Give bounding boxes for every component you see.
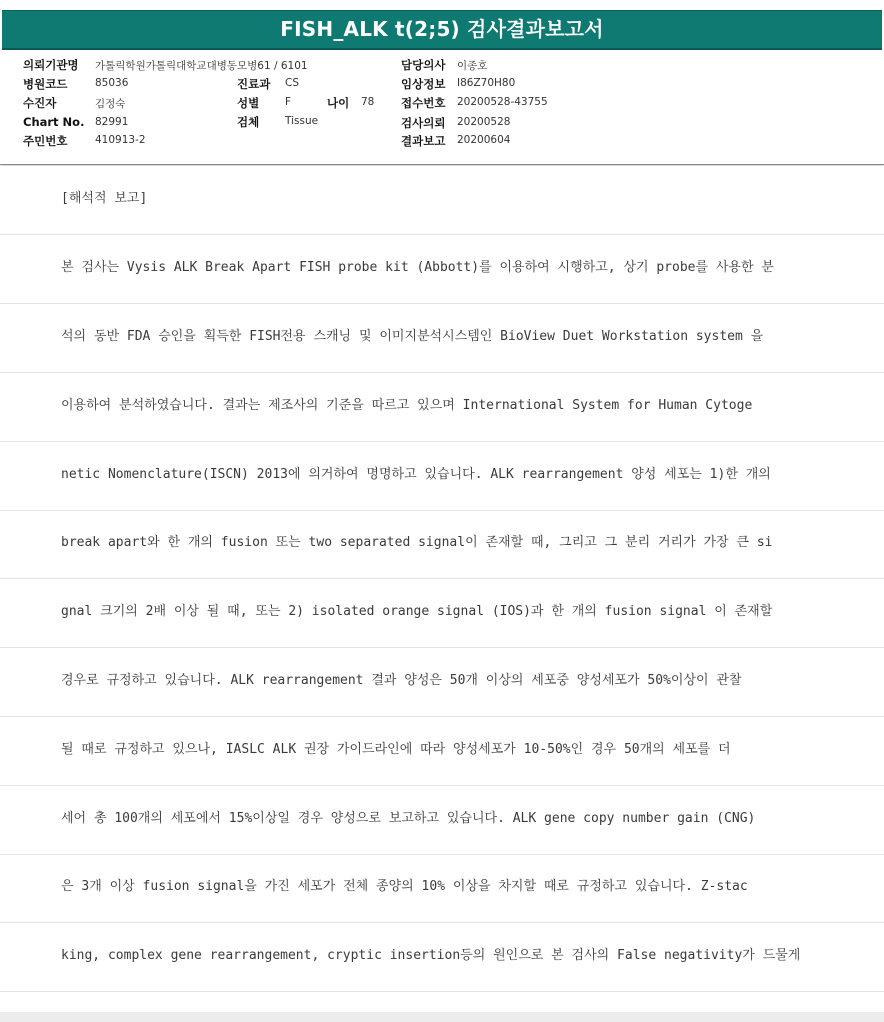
report-line: [0, 579, 884, 648]
request-date-value: 20200528: [457, 116, 511, 128]
clinical-info-label: 임상정보: [401, 77, 446, 91]
report-line-text: 은 3개 이상 fusion signal을 가진 세포가 전체 종양의 10% 이상을 차지할 때로 규정하고 있습니다. Z-stac: [61, 879, 748, 894]
report-date-label: 결과보고: [401, 134, 446, 148]
report-line: [0, 166, 884, 235]
institution-label: 의뢰기관명: [23, 58, 79, 72]
doctor-value: 이종호: [457, 60, 488, 72]
age-value: 78: [361, 96, 375, 108]
specimen-label: 검체: [237, 115, 260, 129]
hospital-code-label: 병원코드: [23, 77, 68, 91]
report-line: [0, 923, 884, 992]
report-date-value: 20200604: [457, 134, 511, 146]
clinical-info-value: I86Z70H80: [457, 77, 516, 89]
report-line: [0, 717, 884, 786]
report-line-text: 경우로 규정하고 있습니다. ALK rearrangement 결과 양성은 50개 이상의 세포중 양성세포가 50%이상이 관찰: [61, 673, 742, 688]
report-line-text: 본 검사는 Vysis ALK Break Apart FISH probe kit (Abbott)를 이용하여 시행하고, 상기 probe를 사용한 분: [61, 260, 774, 275]
receipt-no-value: 20200528-43755: [457, 96, 548, 108]
report-line: [0, 854, 884, 923]
patient-info-panel: [0, 50, 884, 165]
report-line: [0, 510, 884, 579]
report-title-banner: [2, 10, 882, 50]
sex-label: 성별: [237, 96, 260, 110]
report-line-text: 석의 동반 FDA 승인을 획득한 FISH전용 스캐닝 및 이미지분석시스템인 BioView Duet Workstation system 을: [61, 329, 764, 344]
report-line: [0, 786, 884, 855]
sex-value: F: [285, 96, 292, 108]
institution-value: 가톨릭학원가톨릭대학교대병동모병61 / 6101: [95, 60, 308, 72]
report-title: FISH_ALK t(2;5) 검사결과보고서: [280, 17, 604, 41]
scroll-footer-band: [0, 1012, 884, 1022]
request-date-label: 검사의뢰: [401, 116, 446, 130]
resident-no-value: 410913-2: [95, 134, 146, 146]
department-label: 진료과: [237, 77, 271, 91]
report-line-text: gnal 크기의 2배 이상 될 때, 또는 2) isolated orange signal (IOS)과 한 개의 fusion signal 이 존재할: [61, 604, 773, 619]
report-body: [0, 166, 884, 1012]
report-line-text: break apart와 한 개의 fusion 또는 two separated signal이 존재할 때, 그리고 그 분리 거리가 가장 큰 si: [61, 535, 773, 550]
examinee-value: 김정숙: [95, 98, 126, 110]
chart-no-value: 82991: [95, 116, 129, 128]
report-line: [0, 648, 884, 717]
chart-no-label: Chart No.: [23, 115, 85, 129]
department-value: CS: [285, 77, 299, 89]
report-line-text: 될 때로 규정하고 있으나, IASLC ALK 권장 가이드라인에 따라 양성세포가 10-50%인 경우 50개의 세포를 더: [61, 742, 731, 757]
receipt-no-label: 접수번호: [401, 96, 446, 110]
report-line: [0, 304, 884, 373]
report-line: [0, 373, 884, 442]
report-title-bar: [0, 0, 884, 50]
report-line-text: 세어 총 100개의 세포에서 15%이상일 경우 양성으로 보고하고 있습니다. ALK gene copy number gain (CNG): [61, 811, 756, 826]
report-line-text: king, complex gene rearrangement, cryptic insertion등의 원인으로 본 검사의 False negativity가 드물게: [61, 948, 801, 963]
examinee-label: 수진자: [23, 96, 57, 110]
resident-no-label: 주민번호: [23, 134, 68, 148]
age-label: 나이: [327, 96, 350, 110]
doctor-label: 담당의사: [401, 58, 446, 72]
report-line-text: [해석적 보고]: [61, 191, 148, 206]
report-line-text: 이용하여 분석하였습니다. 결과는 제조사의 기준을 따르고 있으며 International System for Human Cytoge: [61, 398, 753, 413]
hospital-code-value: 85036: [95, 77, 129, 89]
specimen-value: Tissue: [285, 115, 319, 127]
report-line: [0, 442, 884, 511]
report-line: [0, 235, 884, 304]
report-line-text: netic Nomenclature(ISCN) 2013에 의거하여 명명하고 있습니다. ALK rearrangement 양성 세포는 1)한 개의: [61, 467, 771, 482]
